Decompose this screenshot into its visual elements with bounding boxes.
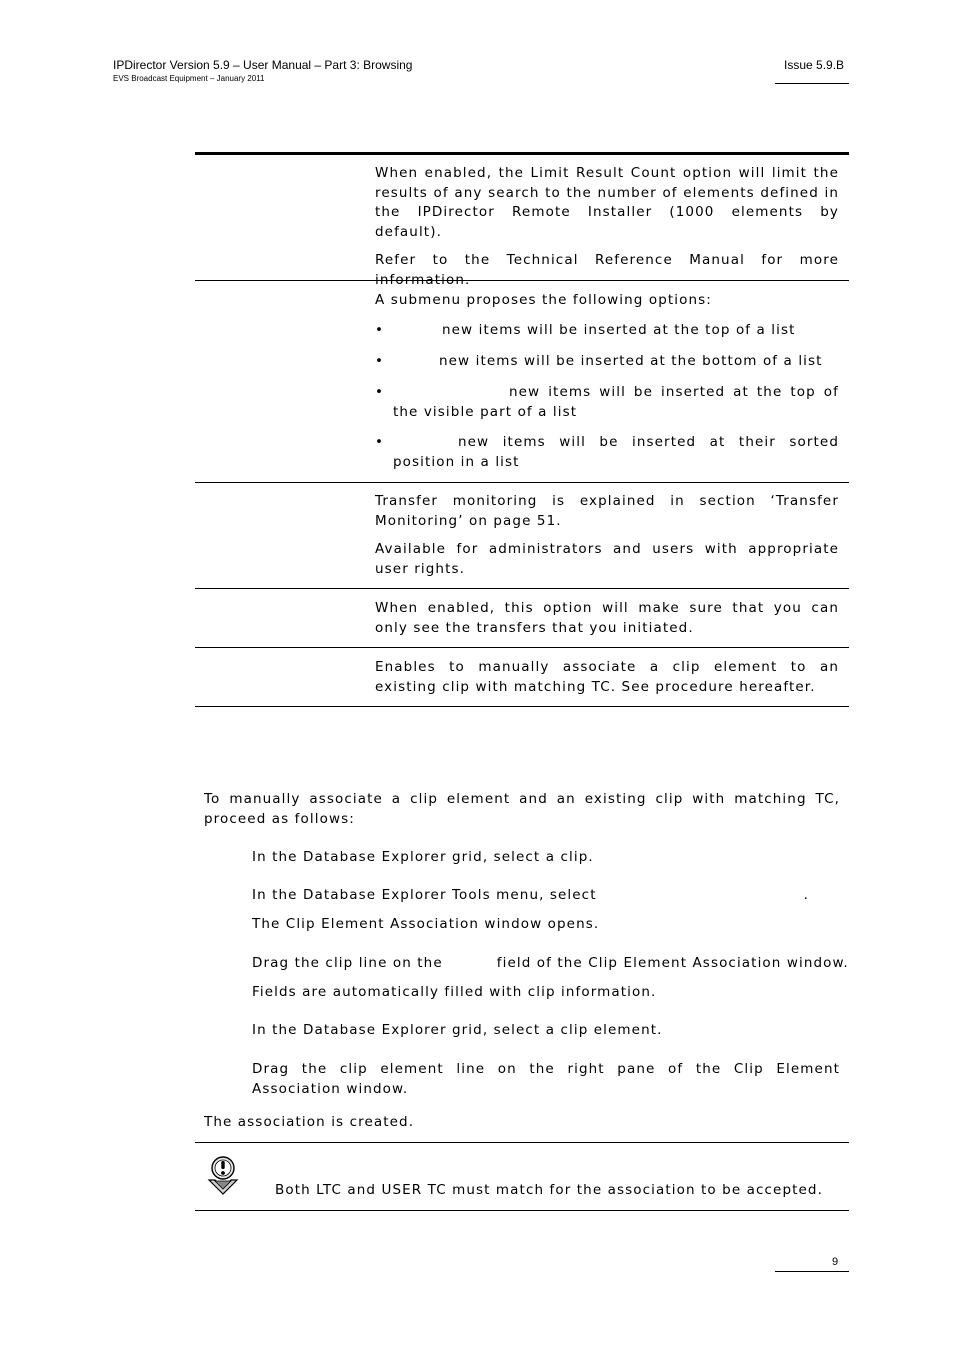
header-rule [775,83,849,84]
bullet-icon: • [375,322,385,338]
transfer-description: Transfer monitoring is explained in section ‘Transfer Monitoring’ on page 51. [375,493,839,529]
procedure-step-3-text-a: Drag the clip line on the [252,955,443,971]
list-item-text: new items will be inserted at the top of the visible part of a list [393,384,839,420]
page-number: 9 [832,1256,839,1268]
list-item-text: new items will be inserted at their sorted position in a list [393,434,839,470]
procedure-step-4: In the Database Explorer grid, select a clip element. [252,1022,663,1038]
table-row-transfer [375,492,839,579]
procedure-step-2-end: . [803,887,809,903]
header-issue: Issue 5.9.B [784,58,845,72]
bullet-icon: • [375,384,385,400]
table-bottom-rule [195,706,849,707]
table-top-rule [195,152,849,155]
header-subtitle: EVS Broadcast Equipment – January 2011 [113,74,265,83]
list-item [375,383,839,422]
header-title: IPDirector Version 5.9 – User Manual – Part 3: Browsing [113,58,413,72]
limit-result-description: When enabled, the Limit Result Count option will limit the results of any search to the number of elements defined in the IPDirector Remote Installer (1000 elements by default). [375,165,839,240]
note-top-rule [195,1142,849,1143]
table-row-divider [195,482,849,483]
limit-result-reference: Refer to the Technical Reference Manual for more information. [375,252,839,288]
procedure-intro: To manually associate a clip element and an existing clip with matching TC, proceed as follows: [204,791,840,827]
list-item [375,433,839,472]
list-item [375,321,839,341]
submenu-intro: A submenu proposes the following options: [375,292,712,308]
list-item-text: new items will be inserted at the bottom of a list [439,353,823,369]
associate-description: Enables to manually associate a clip element to an existing clip with matching TC. See procedure hereafter. [375,659,839,695]
note-text: Both LTC and USER TC must match for the association to be accepted. [275,1182,823,1198]
note-bottom-rule [195,1210,849,1211]
procedure-step-1: In the Database Explorer grid, select a clip. [252,849,594,865]
table-row-divider [195,647,849,648]
list-item-text: new items will be inserted at the top of a list [442,322,796,338]
transfer-rights: Available for administrators and users with appropriate user rights. [375,541,839,577]
procedure-step-2-result: The Clip Element Association window opens. [252,916,600,932]
procedure-conclusion: The association is created. [204,1114,415,1130]
procedure-step-3-text-b: field of the Clip Element Association window. [496,955,849,971]
procedure-step-5: Drag the clip element line on the right pane of the Clip Element Association window. [252,1061,840,1097]
procedure-step-3 [252,954,852,974]
procedure-step-2 [252,886,840,906]
footer-rule [775,1271,849,1272]
table-row-limit-result [375,164,839,290]
my-transfers-description: When enabled, this option will make sure that you can only see the transfers that you initiated. [375,600,839,636]
list-item [375,352,839,372]
bullet-icon: • [375,353,385,369]
note-icon [206,1154,240,1196]
table-row-divider [195,588,849,589]
bullet-icon: • [375,434,385,450]
procedure-step-3-result: Fields are automatically filled with clip information. [252,984,657,1000]
procedure-step-2-text: In the Database Explorer Tools menu, select [252,887,597,903]
